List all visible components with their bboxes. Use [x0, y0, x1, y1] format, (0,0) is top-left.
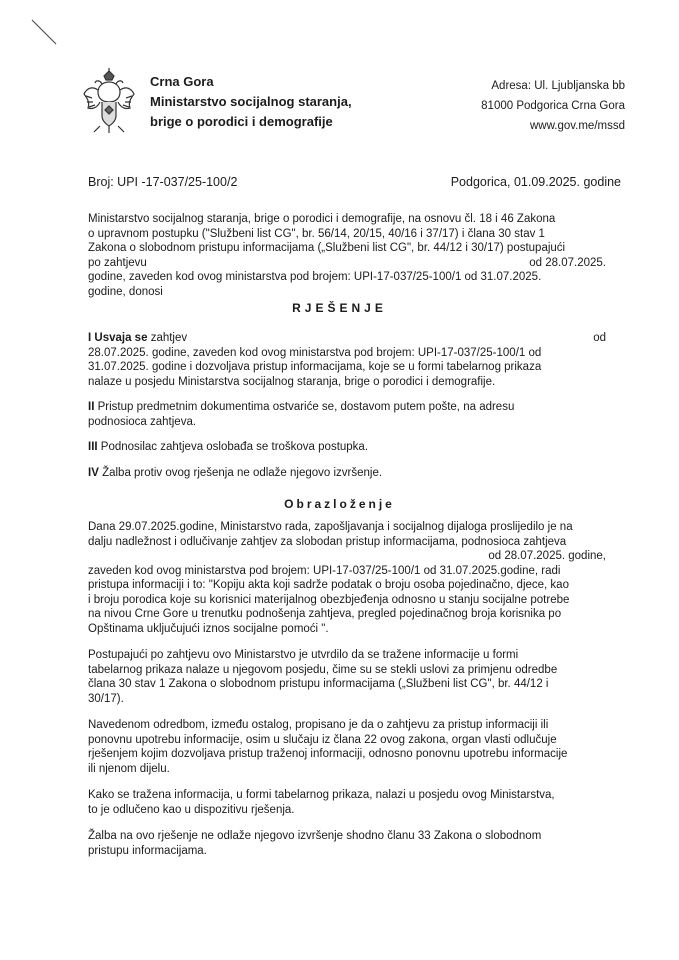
explanation-title: Obrazloženje: [284, 497, 395, 511]
decision-title: RJEŠENJE: [292, 301, 387, 315]
ministry-name-line1: Ministarstvo socijalnog staranja,: [150, 94, 352, 109]
item-text: podnosioca zahtjeva.: [88, 415, 197, 428]
dispositive-item-1: [88, 331, 606, 389]
item-text: 28.07.2025. godine, zaveden kod ovog ministarstva pod brojem: UPI-17-037/25-100/1 od: [88, 346, 542, 359]
reference-number: Broj: UPI -17-037/25-100/2: [88, 175, 238, 189]
item-numeral: I: [88, 332, 92, 344]
intro-text: po zahtjevu: [88, 256, 147, 269]
explanation-paragraph-3: [88, 718, 606, 776]
intro-line: Zakona o slobodnom pristupu informacijama („Službeni list CG", br. 44/12 i 30/17) postupajući: [88, 242, 566, 254]
paragraph-line: Dana 29.07.2025.godine, Ministarstvo rada, zapošljavanja i socijalnog dijaloga proslijedilo je na: [88, 521, 573, 533]
item-lead: Usvaja se: [94, 332, 148, 344]
dispositive-item-2: [88, 400, 606, 429]
item-text: od: [593, 332, 606, 344]
country-name: Crna Gora: [150, 74, 214, 89]
address-line1: Adresa: Ul. Ljubljanska bb: [491, 80, 625, 92]
paragraph-line: člana 30 stav 1 Zakona o slobodnom pristupu informacijama („Službeni list CG", br. 44/12 i: [88, 678, 549, 690]
paragraph-line: pristupu informacijama.: [88, 844, 207, 857]
intro-line: [88, 256, 606, 271]
dispositive-section: [88, 331, 606, 491]
explanation-paragraph-5: [88, 829, 606, 858]
paragraph-line: zaveden kod ovog ministarstva pod brojem: UPI-17-037/25-100/1 od 31.07.2025.godine, radi: [88, 564, 561, 577]
dispositive-item-4: [88, 466, 606, 481]
explanation-paragraph-4: [88, 788, 606, 817]
document-date: Podgorica, 01.09.2025. godine: [450, 175, 621, 189]
dispositive-item-3: [88, 440, 606, 455]
intro-line: Ministarstvo socijalnog staranja, brige o porodici i demografije, na osnovu čl. 18 i 46 Zakona: [88, 213, 556, 225]
explanation-section: [88, 520, 606, 870]
paragraph-line: od 28.07.2025. godine,: [488, 550, 606, 562]
paragraph-line: Opštinama uključujući iznos socijalne pomoći ".: [88, 622, 329, 635]
explanation-paragraph-1: [88, 520, 606, 636]
item-text: Podnosilac zahtjeva oslobađa se troškova postupka.: [100, 441, 369, 453]
paragraph-line: ponovnu upotrebu informacije, osim u slučaju iz člana 22 ovog zakona, organ vlasti odlučuje: [88, 733, 557, 746]
intro-paragraph: [88, 212, 606, 299]
item-text: nalaze u posjedu Ministarstva socijalnog staranja, brige o porodici i demografije.: [88, 375, 496, 388]
paragraph-line: dalju nadležnost i odlučivanje zahtjev za slobodan pristup informacijama, podnosioca zahtjeva: [88, 535, 567, 548]
paragraph-line: to je odlučeno kao u dispozitivu rješenja.: [88, 803, 295, 816]
paragraph-line: ili njenom dijelu.: [88, 762, 170, 775]
item-text: Pristup predmetnim dokumentima ostvariće se, dostavom putem pošte, na adresu: [97, 401, 515, 413]
intro-line: godine, donosi: [88, 285, 163, 298]
intro-line: o upravnom postupku ("Službeni list CG", br. 56/14, 20/15, 40/16 i 37/17) i člana 30 stav 1: [88, 227, 545, 240]
item-numeral: IV: [88, 466, 99, 479]
paragraph-line: na nivou Crne Gore u trenutku podnošenja zahtjeva, pregled pojedinačnog broja korisnika po: [88, 608, 562, 620]
paragraph-line: Postupajući po zahtjevu ovo Ministarstvo je utvrdilo da se tražene informacije u formi: [88, 649, 519, 661]
website: www.gov.me/mssd: [529, 120, 625, 132]
item-text: 31.07.2025. godine i dozvoljava pristup informacijama, koje se u formi tabelarnog prikaza: [88, 361, 542, 373]
item-text: Žalba protiv ovog rješenja ne odlaže njegovo izvršenje.: [102, 466, 383, 479]
address-line2: 81000 Podgorica Crna Gora: [481, 100, 625, 112]
paragraph-line: tabelarnog prikaza nalaze u njegovom posjedu, čime su se stekli uslovi za primjenu odredbe: [88, 663, 558, 676]
paragraph-line: i broju porodica koje su korisnici materijalnog obezbjeđenja odnosno u stanju socijalne potrebe: [88, 593, 570, 606]
intro-line: godine, zaveden kod ovog ministarstva pod brojem: UPI-17-037/25-100/1 od 31.07.2025.: [88, 271, 542, 283]
coat-of-arms-icon: [82, 68, 136, 134]
ministry-name-line2: brige o porodici i demografije: [150, 114, 333, 129]
paragraph-line: Kako se tražena informacija, u formi tabelarnog prikaza, nalazi u posjedu ovog Ministarstva,: [88, 789, 555, 801]
paragraph-line: Žalba na ovo rješenje ne odlaže njegovo izvršenje shodno članu 33 Zakona o slobodnom: [88, 830, 542, 842]
institution-block: [150, 72, 352, 132]
explanation-paragraph-2: [88, 648, 606, 706]
paragraph-line: Navedenom odredbom, između ostalog, propisano je da o zahtjevu za pristup informaciji ili: [88, 719, 549, 731]
paragraph-line: rješenjem kojim dozvoljava pristup traženoj informaciji, odnosno ponovnu upotrebu informacije: [88, 748, 568, 760]
address-block: [481, 76, 625, 136]
paragraph-line: pristupa informaciji i to: "Kopiju akta koji sadrže podatak o broju osoba pojedinačno, djece, kao: [88, 579, 569, 591]
scan-mark: [30, 18, 58, 46]
item-text: zahtjev: [150, 332, 188, 344]
intro-text: od 28.07.2025.: [529, 256, 606, 269]
paragraph-line: 30/17).: [88, 692, 124, 705]
item-numeral: III: [88, 441, 98, 453]
item-numeral: II: [88, 401, 95, 413]
